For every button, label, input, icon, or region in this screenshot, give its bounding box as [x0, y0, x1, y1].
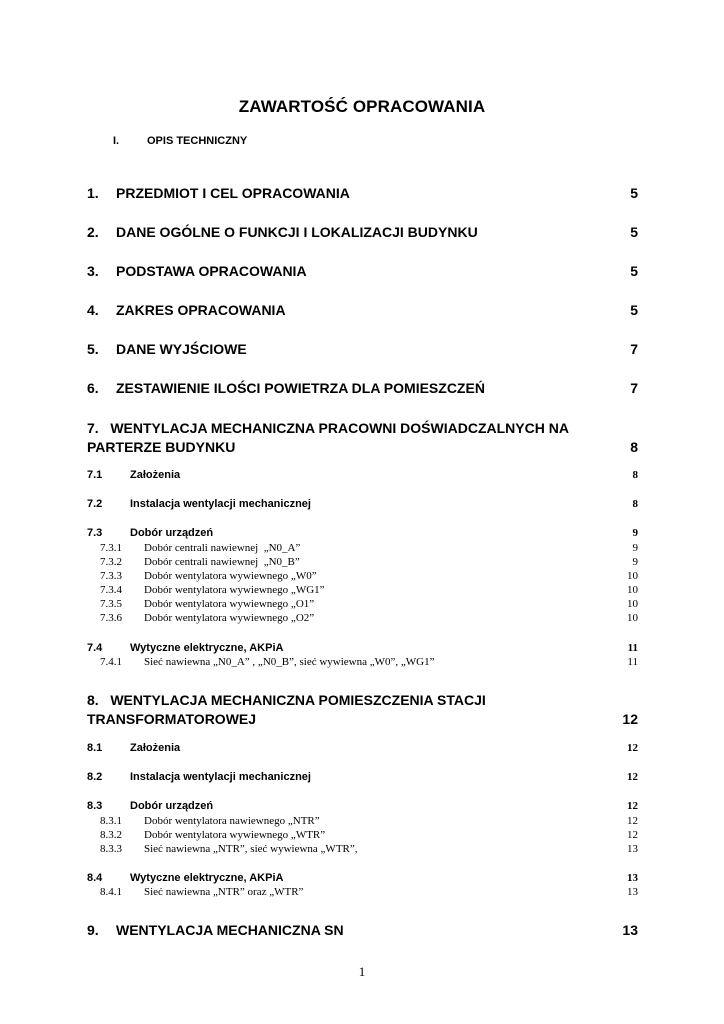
toc-text: Sieć nawiewna „N0_A” , „N0_B”, sieć wywiewna „W0”, „WG1”: [144, 656, 435, 668]
toc-number: 7.3.4: [100, 584, 122, 596]
toc-page: 7: [630, 380, 638, 396]
toc-number: 9.: [87, 922, 99, 938]
toc-text: Dobór wentylatora wywiewnego „O1”: [144, 598, 315, 610]
toc-page: 9: [632, 527, 638, 539]
toc-text: Dobór centrali nawiewnej „N0_B”: [144, 556, 300, 568]
toc-page: 12: [627, 742, 638, 754]
toc-number: 7.4.1: [100, 656, 122, 668]
toc-number: 8.1: [87, 742, 103, 754]
toc-number: 8.3.1: [100, 815, 122, 827]
toc-text: Dobór wentylatora wywiewnego „O2”: [144, 612, 315, 624]
toc-page: 9: [632, 556, 638, 568]
toc-page: 10: [627, 612, 638, 624]
toc-number: 7.1: [87, 469, 103, 481]
toc-page: 12: [627, 771, 638, 783]
toc-entry-7[interactable]: [87, 419, 638, 457]
toc-number: 4.: [87, 302, 99, 318]
toc-page: 5: [630, 185, 638, 201]
toc-text: Instalacja wentylacji mechanicznej: [130, 498, 311, 510]
toc-page: 11: [627, 656, 638, 668]
toc-number: 7.4: [87, 642, 103, 654]
toc-page: 5: [630, 224, 638, 240]
toc-text: Dobór centrali nawiewnej „N0_A”: [144, 542, 301, 554]
toc-text: Sieć nawiewna „NTR” oraz „WTR”: [144, 886, 304, 898]
toc-page: 10: [627, 598, 638, 610]
toc-text: Założenia: [130, 469, 181, 481]
toc-text: Wytyczne elektryczne, AKPiA: [130, 872, 284, 884]
toc-number: 8.3.2: [100, 829, 122, 841]
toc-number: 7.3.3: [100, 570, 122, 582]
toc-number: 1.: [87, 185, 99, 201]
toc-page: 9: [632, 542, 638, 554]
toc-entry-8[interactable]: [87, 691, 638, 729]
toc-text: ZAKRES OPRACOWANIA: [116, 302, 286, 318]
toc-text: Dobór urządzeń: [130, 527, 214, 539]
toc-page: 8: [632, 498, 638, 510]
toc-text: Instalacja wentylacji mechanicznej: [130, 771, 311, 783]
toc-number: 8.4: [87, 872, 103, 884]
section-label: OPIS TECHNICZNY: [147, 135, 248, 147]
toc-text-line2: TRANSFORMATOROWEJ: [87, 711, 257, 727]
toc-text: Dobór wentylatora wywiewnego „WG1”: [144, 584, 325, 596]
toc-page: 5: [630, 263, 638, 279]
toc-page: 12: [627, 800, 638, 812]
toc-page: 13: [627, 843, 638, 855]
toc-number: 7.2: [87, 498, 103, 510]
toc-page: 8: [630, 439, 638, 455]
toc-page: 5: [630, 302, 638, 318]
toc-number: 7.3: [87, 527, 103, 539]
toc-number: 8.3: [87, 800, 103, 812]
toc-number: 6.: [87, 380, 99, 396]
toc-text: PRZEDMIOT I CEL OPRACOWANIA: [116, 185, 350, 201]
toc-number: 8.4.1: [100, 886, 122, 898]
toc-text: Dobór wentylatora wywiewnego „WTR”: [144, 829, 326, 841]
toc-page: 8: [632, 469, 638, 481]
toc-number: 8.2: [87, 771, 103, 783]
section-number: I.: [113, 135, 120, 147]
document-title: ZAWARTOŚĆ OPRACOWANIA: [238, 97, 486, 116]
toc-text: Wytyczne elektryczne, AKPiA: [130, 642, 284, 654]
toc-text: ZESTAWIENIE ILOŚCI POWIETRZA DLA POMIESZCZEŃ: [116, 380, 485, 396]
toc-text: DANE WYJŚCIOWE: [116, 341, 247, 357]
toc-number: 2.: [87, 224, 99, 240]
toc-page: 13: [627, 886, 638, 898]
toc-text-line1: 7. WENTYLACJA MECHANICZNA PRACOWNI DOŚWIADCZALNYCH NA: [87, 420, 569, 436]
toc-page: 7: [630, 341, 638, 357]
toc-page: 12: [627, 815, 638, 827]
toc-page: 12: [627, 829, 638, 841]
toc-text: WENTYLACJA MECHANICZNA SN: [116, 922, 344, 938]
toc-text: Dobór wentylatora nawiewnego „NTR”: [144, 815, 320, 827]
toc-number: 3.: [87, 263, 99, 279]
toc-number: 7.3.1: [100, 542, 122, 554]
toc-text: Sieć nawiewna „NTR”, sieć wywiewna „WTR”,: [144, 843, 358, 855]
toc-text: DANE OGÓLNE O FUNKCJI I LOKALIZACJI BUDYNKU: [116, 224, 478, 240]
toc-page: 10: [627, 570, 638, 582]
toc-page: 11: [627, 642, 638, 654]
toc-number: 5.: [87, 341, 99, 357]
page-number: 1: [358, 964, 366, 979]
toc-text: Założenia: [130, 742, 181, 754]
toc-page: 13: [622, 922, 638, 938]
toc-number: 7.3.6: [100, 612, 122, 624]
toc-text: PODSTAWA OPRACOWANIA: [116, 263, 307, 279]
toc-number: 7.3.5: [100, 598, 122, 610]
toc-page: 12: [622, 711, 638, 727]
toc-number: 8.3.3: [100, 843, 122, 855]
toc-text-line1: 8. WENTYLACJA MECHANICZNA POMIESZCZENIA STACJI: [87, 692, 486, 708]
toc-text: Dobór urządzeń: [130, 800, 214, 812]
toc-number: 7.3.2: [100, 556, 122, 568]
toc-text: Dobór wentylatora wywiewnego „W0”: [144, 570, 317, 582]
toc-page: 13: [627, 872, 638, 884]
toc-page: 10: [627, 584, 638, 596]
toc-text-line2: PARTERZE BUDYNKU: [87, 439, 236, 455]
